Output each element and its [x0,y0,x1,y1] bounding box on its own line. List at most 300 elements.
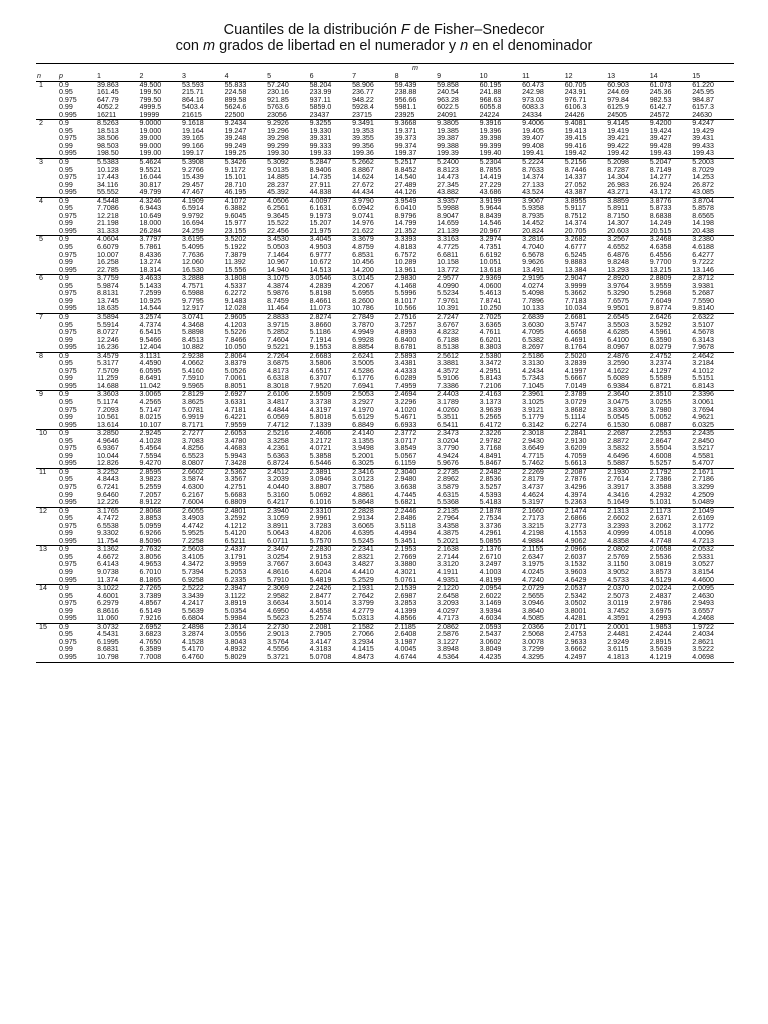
quantile-cell: 5.5996 [394,290,417,298]
quantile-cell: 11.374 [97,576,119,584]
quantile-cell: 2.4694 [394,391,437,399]
quantile-cell: 4.7715 [522,452,544,460]
quantile-cell: 7.5590 [692,297,714,305]
quantile-cell: 5859.0 [309,104,332,112]
n-cell-empty [36,259,58,267]
quantile-cell: 2.6022 [479,592,502,600]
quantile-cell: 7.6049 [649,297,672,305]
p-value: 0.95 [59,321,73,329]
quantile-cell: 4.2951 [479,367,502,375]
quantile-cell: 4.7173 [437,615,459,623]
quantile-cell: 9.9626 [522,259,544,267]
n-cell-empty [36,523,58,531]
table-row [36,600,734,608]
quantile-cell: 5.4707 [692,460,714,468]
quantile-cell: 2.5876 [437,631,459,639]
quantile-cell: 3.6065 [352,522,374,530]
quantile-cell: 4.8358 [607,537,629,545]
p-value: 0.95 [59,398,73,406]
quantile-cell: 2.2828 [351,507,394,515]
quantile-cell: 2.6055 [181,507,224,515]
quantile-cell: 4.5448 [96,197,139,205]
quantile-cell: 3.6195 [181,236,224,244]
p-value: 0.9 [58,546,96,554]
quantile-cell: 14.337 [564,174,587,182]
quantile-cell: 2.2081 [309,623,352,631]
quantile-cell: 3.1355 [352,437,374,445]
n-value: 15 [36,623,58,631]
quantile-cell: 5.0643 [267,530,289,538]
p-value: 0.99 [59,646,73,654]
quantile-cell: 4.8183 [394,244,417,252]
quantile-cell: 7.1914 [309,336,332,344]
quantile-cell: 8.7459 [267,297,289,305]
quantile-cell: 5.2968 [649,290,672,298]
quantile-cell: 6.0569 [267,414,289,422]
quantile-cell: 9.0738 [97,569,119,576]
p-value: 0.9 [58,120,96,128]
quantile-cell: 9.2434 [224,120,267,128]
quantile-cell: 2.1539 [394,585,437,593]
quantile-cell: 8.9047 [437,212,459,220]
p-value: 0.975 [59,522,77,530]
quantile-cell: 13.772 [437,266,459,274]
quantile-cell: 2.3310 [309,507,352,515]
quantile-cell: 3.9067 [521,197,564,205]
n-cell-empty [36,399,58,407]
quantile-cell: 23437 [309,111,330,119]
p-value: 0.95 [59,166,73,174]
quantile-cell: 3.8911 [267,522,289,530]
n-cell-empty [36,329,58,337]
table-row [36,128,734,136]
quantile-cell: 5.3426 [224,159,267,167]
quantile-cell: 3.0946 [309,476,332,484]
quantile-cell: 2.8712 [691,275,734,283]
quantile-cell: 2.4481 [607,631,629,639]
quantile-cell: 8.8131 [97,290,119,298]
quantile-cell: 9.3916 [479,120,522,128]
quantile-cell: 4.9653 [139,561,162,569]
quantile-cell: 8.8051 [224,382,247,390]
quantile-cell: 99.428 [649,142,672,150]
quantile-cell: 2.2435 [691,430,734,438]
quantile-cell: 3.5292 [649,321,672,329]
quantile-cell: 2.2135 [436,507,479,515]
quantile-cell: 39.355 [352,135,374,143]
quantile-cell: 4.7213 [692,537,714,545]
quantile-cell: 5.1922 [224,244,247,252]
table-row [36,352,734,360]
n-cell-empty [36,368,58,376]
quantile-cell: 8.8854 [352,344,374,352]
quantile-cell: 14.735 [309,174,332,182]
quantile-cell: 3.6365 [479,321,502,329]
quantile-cell: 5.2224 [521,159,564,167]
quantile-cell: 921.85 [267,96,289,104]
table-row [36,391,734,399]
quantile-cell: 16211 [97,111,117,119]
quantile-cell: 15.977 [224,220,247,228]
p-value: 0.95 [59,360,73,368]
n-cell-empty [36,407,58,415]
quantile-cell: 2.5020 [564,352,607,360]
quantile-cell: 10.456 [352,259,374,267]
quantile-cell: 2.0095 [691,585,734,593]
quantile-cell: 244.69 [607,89,629,97]
quantile-cell: 3.2682 [564,236,607,244]
n-cell-empty [36,128,58,136]
quantile-cell: 3.2816 [521,236,564,244]
quantile-cell: 3.0119 [607,600,629,608]
quantile-cell: 5.0959 [139,522,162,530]
quantile-cell: 4.0662 [182,360,204,368]
quantile-cell: 14.198 [692,220,714,228]
quantile-cell: 7.1339 [309,421,332,429]
quantile-cell: 5928.4 [352,104,374,112]
quantile-cell: 4.1468 [394,282,417,290]
quantile-cell: 2.6602 [181,468,224,476]
quantile-cell: 3.0946 [522,600,544,608]
quantile-cell: 19.371 [394,127,417,135]
quantile-cell: 2.8064 [224,352,267,360]
quantile-cell: 5.4170 [182,646,204,654]
quantile-cell: 5.3662 [564,290,587,298]
quantile-cell: 43.271 [607,189,629,197]
quantile-cell: 4.2932 [649,491,672,499]
n-cell-empty [36,252,58,260]
quantile-cell: 5.0567 [394,452,417,460]
table-row [36,143,734,151]
quantile-cell: 8.5096 [139,537,162,545]
quantile-cell: 2.3467 [266,546,309,554]
quantile-cell: 49.799 [139,189,162,197]
table-row [36,228,734,236]
quantile-cell: 2.0171 [564,623,607,631]
quantile-cell: 3.6975 [649,607,672,615]
quantile-cell: 8.2697 [522,344,544,352]
quantile-cell: 5.1779 [522,414,544,422]
quantile-cell: 10.882 [182,344,204,352]
p-value: 0.995 [59,615,77,623]
quantile-cell: 2.2087 [564,468,607,476]
quantile-cell: 2.7066 [352,631,374,639]
quantile-cell: 8.0279 [649,344,672,352]
quantile-cell: 3.9498 [352,445,374,453]
quantile-cell: 5.9876 [267,290,289,298]
quantile-cell: 3.8704 [691,197,734,205]
quantile-cell: 2.9582 [267,592,289,600]
p-value: 0.99 [59,452,73,460]
quantile-cell: 3.9790 [351,197,394,205]
quantile-cell: 8.7512 [564,212,587,220]
table-row [36,360,734,368]
quantile-cell: 3.0502 [564,600,587,608]
quantile-cell: 3.2172 [309,437,332,445]
quantile-cell: 12.218 [97,212,119,220]
quantile-cell: 3.3881 [437,360,459,368]
quantile-cell: 5.0692 [309,491,332,499]
quantile-cell: 5.0526 [224,367,247,375]
p-value: 0.975 [59,445,77,453]
quantile-cell: 3.0546 [309,275,352,283]
quantile-cell: 3.7790 [437,445,459,453]
quantile-cell: 2.4898 [181,623,224,631]
quantile-cell: 9.3805 [436,120,479,128]
quantile-cell: 2.5222 [181,585,224,593]
quantile-cell: 2.9245 [139,430,182,438]
quantile-cell: 6.5988 [182,290,204,298]
quantile-cell: 2.6322 [691,313,734,321]
quantile-cell: 16.236 [97,344,119,352]
quantile-cell: 5.2574 [309,615,332,623]
quantile-cell: 4.3591 [607,615,629,623]
quantile-cell: 2.7632 [139,546,182,554]
quantile-cell: 7.9761 [437,297,459,305]
p-value: 0.9 [58,159,96,167]
quantile-cell: 3.3880 [394,561,417,569]
quantile-cell: 2.7186 [692,476,714,484]
n-cell-empty [36,414,58,422]
quantile-cell: 5.4183 [479,499,502,507]
m-column-header: 6 [309,73,352,81]
quantile-cell: 39.863 [96,81,139,89]
quantile-cell: 2.8833 [266,313,309,321]
quantile-cell: 5.7861 [139,244,162,252]
n-cell-empty [36,97,58,105]
quantile-cell: 5.9984 [224,615,247,623]
p-value: 0.975 [59,367,77,375]
quantile-cell: 4.1970 [352,406,374,414]
quantile-cell: 10.967 [267,259,289,267]
quantile-cell: 2.7265 [139,585,182,593]
n-cell-empty [36,631,58,639]
quantile-cell: 44.126 [394,189,417,197]
quantile-cell: 3.6209 [564,445,587,453]
quantile-cell: 161.45 [97,89,119,97]
p-value: 0.99 [59,569,73,576]
quantile-cell: 99.433 [692,142,714,150]
quantile-cell: 3.8807 [309,483,332,491]
quantile-cell: 10.250 [479,305,502,313]
quantile-cell: 2.0366 [521,623,564,631]
quantile-cell: 6.8531 [352,251,374,259]
quantile-cell: 6.4760 [181,654,224,662]
title-line-1: Cuantiles de la distribución F de Fisher–Snedecor [223,22,545,38]
quantile-cell: 8.3803 [479,344,502,352]
quantile-cell: 12.246 [97,336,119,344]
quantile-cell: 4.3295 [521,654,564,662]
quantile-cell: 3.4780 [224,437,247,445]
quantile-cell: 647.79 [97,96,119,104]
p-value: 0.95 [59,631,73,639]
quantile-cell: 8.3018 [267,382,289,390]
quantile-cell: 3.9639 [479,406,502,414]
table-row [36,608,734,616]
table-row [36,120,734,128]
quantile-cell: 6.8724 [267,460,289,468]
quantile-cell: 39.398 [479,135,502,143]
quantile-cell: 21.975 [309,227,332,235]
quantile-cell: 6.8400 [394,336,417,344]
table-row [36,507,734,515]
quantile-cell: 3.0741 [181,313,224,321]
table-row [36,81,734,89]
table-row [36,197,734,205]
quantile-cell: 2.7516 [394,313,437,321]
quantile-cell: 4.1012 [692,367,714,375]
quantile-cell: 9.1172 [224,166,246,174]
n-value: 9 [36,391,58,399]
quantile-cell: 13.274 [139,259,162,267]
quantile-cell: 3.4903 [182,515,204,523]
quantile-cell: 7.4604 [267,336,289,344]
quantile-cell: 2.7534 [479,515,502,523]
n-cell-empty [36,492,58,500]
p-value: 0.975 [59,96,77,104]
quantile-cell: 5.5368 [437,499,459,507]
quantile-cell: 3.5503 [607,321,629,329]
quantile-cell: 3.1789 [437,398,459,406]
p-value: 0.95 [59,282,73,290]
quantile-cell: 2.9961 [309,515,332,523]
quantile-cell: 4.1219 [649,654,692,662]
quantile-cell: 2.4337 [224,546,267,554]
quantile-cell: 4.5556 [267,646,289,654]
table-row [36,422,734,430]
quantile-cell: 9.0135 [267,166,289,174]
quantile-cell: 5.7910 [267,576,289,584]
quantile-cell: 2.6839 [521,313,564,321]
quantile-cell: 8.8439 [479,212,502,220]
quantile-cell: 2.1049 [691,507,734,515]
quantile-cell: 5.2021 [437,537,459,545]
quantile-cell: 61.073 [649,81,692,89]
quantile-cell: 224.58 [224,89,247,97]
quantile-cell: 55.833 [224,81,267,89]
quantile-cell: 5.6613 [564,460,587,468]
quantile-cell: 5.2156 [564,159,607,167]
quantile-cell: 3.6638 [394,483,417,491]
p-value: 0.99 [59,104,73,112]
p-value: 0.9 [58,197,96,205]
quantile-cell: 3.2590 [607,360,629,368]
quantile-cell: 10.044 [97,452,119,460]
p-value: 0.975 [59,483,77,491]
quantile-cell: 24.259 [182,227,204,235]
quantile-cell: 230.16 [267,89,289,97]
quantile-cell: 2.6053 [224,430,267,438]
quantile-cell: 3.4530 [266,236,309,244]
quantile-cell: 11.392 [224,259,246,267]
quantile-cell: 14.976 [352,220,374,228]
quantile-cell: 99.249 [224,142,247,150]
quantile-cell: 3.8056 [139,553,162,561]
quantile-cell: 5.0489 [692,499,714,507]
quantile-cell: 4.2417 [182,600,204,608]
quantile-cell: 12.826 [97,460,119,468]
quantile-cell: 4.2961 [479,530,502,538]
table-row [36,554,734,562]
quantile-cell: 6.8809 [224,499,247,507]
n-cell-empty [36,453,58,461]
quantile-cell: 3.9715 [267,321,289,329]
quantile-cell: 14.885 [267,174,289,182]
quantile-cell: 2.7277 [181,430,224,438]
quantile-cell: 99.374 [394,142,417,150]
quantile-cell: 8.9122 [139,499,162,507]
quantile-cell: 3.1975 [522,561,544,569]
quantile-cell: 6.7188 [437,336,459,344]
quantile-cell: 2.9195 [521,275,564,283]
quantile-cell: 973.03 [522,96,544,104]
table-row [36,236,734,244]
quantile-cell: 2.9830 [394,275,437,283]
quantile-cell: 2.0593 [479,623,522,631]
quantile-cell: 4.1415 [352,646,374,654]
quantile-cell: 4.1909 [181,197,224,205]
quantile-cell: 5.0313 [352,615,374,623]
quantile-cell: 61.220 [691,81,734,89]
quantile-cell: 3.9381 [692,282,714,290]
table-row [36,329,734,337]
quantile-cell: 4.7650 [139,638,162,646]
quantile-cell: 2.6681 [564,313,607,321]
quantile-cell: 9.7700 [649,259,672,267]
quantile-cell: 3.8049 [479,646,502,654]
quantile-cell: 5.8198 [309,290,332,298]
quantile-cell: 10.786 [352,305,374,313]
p-value: 0.975 [59,174,77,182]
quantile-cell: 16.694 [182,220,204,228]
quantile-cell: 2.1313 [606,507,649,515]
quantile-cell: 5.9117 [564,205,586,213]
quantile-cell: 18.314 [139,266,162,274]
quantile-cell: 4.1020 [394,406,417,414]
quantile-cell: 6.5411 [437,421,459,429]
quantile-cell: 14.374 [522,174,544,182]
quantile-cell: 10.034 [564,305,587,313]
quantile-cell: 2.5603 [181,546,224,554]
quantile-cell: 3.5107 [692,321,714,329]
quantile-cell: 99.000 [139,142,162,150]
quantile-cell: 27.229 [479,181,502,189]
p-value: 0.975 [59,212,77,220]
quantile-cell: 199.43 [692,150,714,158]
n-value: 7 [36,313,58,321]
quantile-cell: 5.0855 [479,537,502,545]
quantile-cell: 5.1031 [649,499,672,507]
quantile-cell: 3.2874 [182,631,204,639]
quantile-cell: 11.042 [139,382,161,390]
quantile-cell: 7.3879 [224,251,247,259]
quantile-cell: 2.0658 [649,546,692,554]
quantile-cell: 4.7571 [182,282,204,290]
quantile-cell: 5.2687 [692,290,714,298]
quantile-cell: 4.5581 [692,452,714,460]
quantile-cell: 14.688 [97,382,119,390]
quantile-cell: 3.6331 [224,398,247,406]
quantile-cell: 2.7905 [309,631,332,639]
n-cell-empty [36,554,58,562]
quantile-cell: 2.1173 [649,507,692,515]
quantile-cell: 4.0440 [267,483,289,491]
quantile-cell: 2.7964 [437,515,459,523]
quantile-cell: 19.396 [479,127,502,135]
quantile-cell: 4.5393 [479,491,502,499]
m-column-header: 13 [606,73,649,81]
p-value: 0.975 [59,600,77,608]
